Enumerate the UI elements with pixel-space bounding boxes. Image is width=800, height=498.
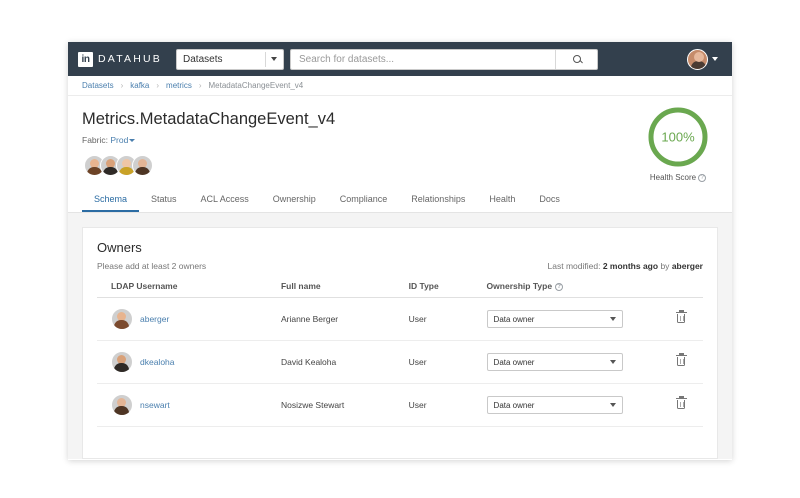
ownership-type-value: Data owner: [493, 400, 535, 410]
tab-ownership[interactable]: Ownership: [272, 194, 316, 204]
dataset-tabs: [68, 188, 732, 213]
cell-username: [97, 384, 281, 427]
page-title: Metrics.MetadataChangeEvent_v4: [82, 110, 336, 128]
tab-health[interactable]: Health: [489, 194, 516, 204]
trash-icon[interactable]: [676, 398, 687, 410]
last-modified-prefix: Last modified:: [547, 261, 601, 271]
cell-id-type: User: [409, 384, 487, 427]
health-score-value: 100%: [661, 129, 695, 145]
ownership-type-value: Data owner: [493, 314, 535, 324]
last-modified: [548, 261, 703, 271]
datahub-logo[interactable]: [78, 52, 162, 67]
tab-compliance[interactable]: Compliance: [339, 194, 388, 204]
trash-icon[interactable]: [676, 355, 687, 367]
chevron-down-icon: [610, 360, 616, 364]
owner-avatar-group[interactable]: [82, 155, 718, 176]
breadcrumb: [68, 76, 732, 96]
cell-delete: [660, 341, 703, 384]
table-row: [97, 298, 703, 341]
avatar[interactable]: [111, 394, 133, 416]
cell-full-name: David Kealoha: [281, 341, 409, 384]
chevron-down-icon: [610, 403, 616, 407]
search-button[interactable]: [555, 50, 597, 69]
search-icon: [573, 55, 581, 63]
last-modified-value: 2 months ago: [602, 261, 659, 271]
help-icon[interactable]: ?: [698, 174, 706, 182]
health-score-label: [640, 173, 716, 182]
tab-acl-access[interactable]: ACL Access: [200, 194, 249, 204]
owners-title: Owners: [97, 240, 142, 255]
column-header-actions: [660, 281, 703, 298]
info-icon[interactable]: ?: [555, 283, 563, 291]
tab-status[interactable]: Status: [151, 194, 177, 204]
datahub-window: [68, 42, 732, 460]
ownership-type-select[interactable]: [487, 310, 623, 328]
user-link[interactable]: aberger: [140, 314, 170, 324]
owners-table: [97, 281, 703, 427]
last-modified-by: aberger: [671, 261, 703, 271]
owners-panel: [82, 227, 718, 459]
tab-schema[interactable]: Schema: [82, 188, 139, 212]
health-score: [640, 106, 716, 182]
column-header-ldap-username: LDAP Username: [97, 281, 281, 298]
breadcrumb-item-kafka[interactable]: kafka: [130, 81, 150, 90]
entity-type-value: Datasets: [183, 53, 223, 65]
owners-table-head: [97, 281, 703, 298]
breadcrumb-separator: ›: [156, 81, 160, 90]
avatar[interactable]: [132, 155, 153, 176]
logo-wordmark: DATAHUB: [98, 53, 163, 65]
avatar[interactable]: [111, 351, 133, 373]
health-score-label-text: Health Score: [649, 173, 697, 182]
avatar[interactable]: [687, 49, 708, 70]
user-cell: [111, 308, 281, 330]
cell-delete: [660, 298, 703, 341]
entity-type-select[interactable]: [176, 49, 284, 70]
trash-icon[interactable]: [676, 312, 687, 324]
user-cell: [111, 394, 281, 416]
search-input[interactable]: [291, 50, 555, 69]
fabric-line: [82, 135, 718, 145]
cell-username: [97, 341, 281, 384]
chevron-down-icon: [610, 317, 616, 321]
tab-docs[interactable]: Docs: [539, 194, 560, 204]
ownership-type-value: Data owner: [493, 357, 535, 367]
ownership-type-select[interactable]: [487, 353, 623, 371]
dataset-header: [68, 96, 732, 182]
top-navigation-bar: [68, 42, 732, 76]
search-box[interactable]: [290, 49, 598, 70]
chevron-down-icon: [712, 57, 718, 61]
linkedin-logo-icon: in: [78, 52, 93, 67]
select-divider: [265, 52, 266, 67]
column-header-ownership-type: [487, 281, 660, 298]
chevron-down-icon: [271, 57, 277, 61]
breadcrumb-item-metrics[interactable]: metrics: [166, 81, 192, 90]
column-header-ownership-type-text: Ownership Type: [486, 281, 553, 291]
breadcrumb-separator: ›: [198, 81, 202, 90]
tab-relationships[interactable]: Relationships: [411, 194, 466, 204]
cell-delete: [660, 384, 703, 427]
user-cell: [111, 351, 281, 373]
table-row: [97, 384, 703, 427]
cell-id-type: User: [409, 298, 487, 341]
content-area: [68, 213, 732, 459]
cell-ownership-type: [487, 298, 660, 341]
user-menu[interactable]: [687, 49, 722, 70]
breadcrumb-separator: ›: [120, 81, 124, 90]
table-row: [97, 341, 703, 384]
cell-id-type: User: [409, 341, 487, 384]
ownership-type-select[interactable]: [487, 396, 623, 414]
breadcrumb-item-datasets[interactable]: Datasets: [82, 81, 114, 90]
cell-ownership-type: [487, 341, 660, 384]
health-score-ring: [647, 106, 709, 168]
fabric-label: Fabric:: [82, 135, 108, 145]
cell-full-name: Arianne Berger: [281, 298, 409, 341]
user-link[interactable]: nsewart: [140, 400, 170, 410]
breadcrumb-item-current: MetadataChangeEvent_v4: [208, 81, 304, 90]
table-header-row: [97, 281, 703, 298]
cell-full-name: Nosizwe Stewart: [281, 384, 409, 427]
owners-subheader: [97, 261, 703, 271]
user-link[interactable]: dkealoha: [140, 357, 175, 367]
owners-table-body: [97, 298, 703, 427]
avatar[interactable]: [111, 308, 133, 330]
cell-username: [97, 298, 281, 341]
owners-subtitle: Please add at least 2 owners: [97, 261, 207, 271]
cell-ownership-type: [487, 384, 660, 427]
column-header-full-name: Full name: [281, 281, 409, 298]
chevron-down-icon[interactable]: [129, 139, 135, 142]
column-header-id-type: ID Type: [409, 281, 487, 298]
last-modified-by-prefix: by: [660, 261, 670, 271]
fabric-value[interactable]: Prod: [110, 135, 129, 145]
